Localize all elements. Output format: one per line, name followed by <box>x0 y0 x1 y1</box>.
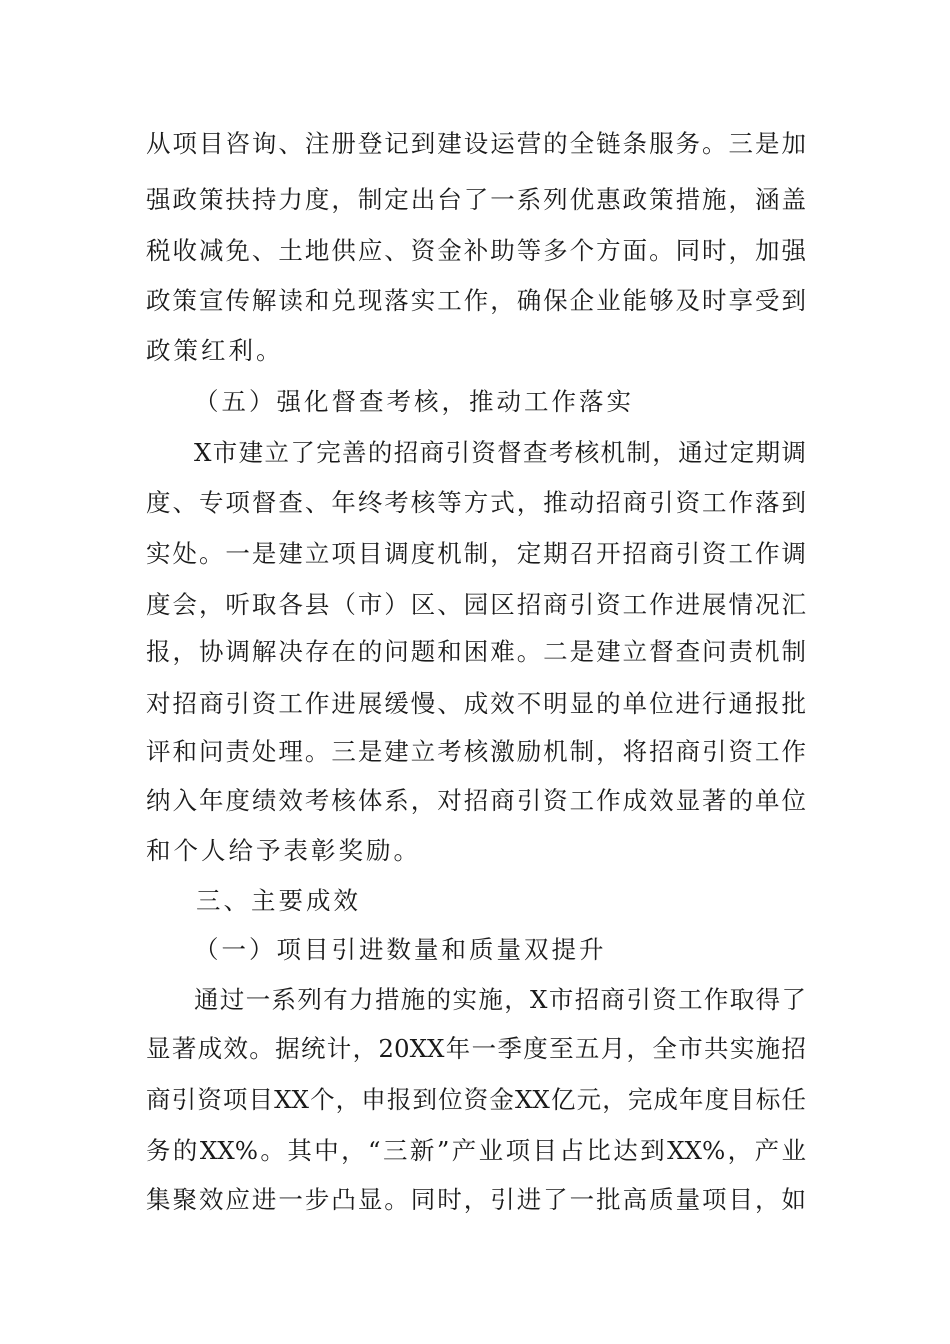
paragraph-line: 显著成效。据统计，20XX年一季度至五月，全市共实施招 <box>146 1034 806 1063</box>
paragraph-line: 税收减免、土地供应、资金补助等多个方面。同时，加强 <box>146 236 806 265</box>
paragraph-line: 务的XX%。其中，“三新”产业项目占比达到XX%，产业 <box>146 1136 806 1165</box>
paragraph-line: 纳入年度绩效考核体系，对招商引资工作成效显著的单位 <box>146 786 806 815</box>
section-heading: （五）强化督查考核，推动工作落实 <box>194 387 634 416</box>
paragraph-line: 政策红利。 <box>146 336 284 365</box>
paragraph-line: 评和问责处理。三是建立考核激励机制，将招商引资工作 <box>146 737 806 766</box>
paragraph-line: 报，协调解决存在的问题和困难。二是建立督查问责机制 <box>146 637 806 666</box>
paragraph-line: 商引资项目XX个，申报到位资金XX亿元，完成年度目标任 <box>146 1085 806 1114</box>
paragraph-line: 强政策扶持力度，制定出台了一系列优惠政策措施，涵盖 <box>146 185 806 214</box>
paragraph-line: 通过一系列有力措施的实施，X市招商引资工作取得了 <box>194 985 806 1014</box>
paragraph-line: 集聚效应进一步凸显。同时，引进了一批高质量项目，如 <box>146 1185 806 1214</box>
paragraph-line: 从项目咨询、注册登记到建设运营的全链条服务。三是加 <box>146 129 806 158</box>
paragraph-line: 实处。一是建立项目调度机制，定期召开招商引资工作调 <box>146 539 806 568</box>
paragraph-line: 度会，听取各县（市）区、园区招商引资工作进展情况汇 <box>146 590 806 619</box>
paragraph-line: X市建立了完善的招商引资督查考核机制，通过定期调 <box>194 438 806 467</box>
paragraph-line: 和个人给予表彰奖励。 <box>146 836 421 865</box>
paragraph-line: 政策宣传解读和兑现落实工作，确保企业能够及时享受到 <box>146 286 806 315</box>
section-heading: （一）项目引进数量和质量双提升 <box>194 935 607 964</box>
paragraph-line: 度、专项督查、年终考核等方式，推动招商引资工作落到 <box>146 488 806 517</box>
chapter-heading: 三、主要成效 <box>196 886 361 915</box>
paragraph-line: 对招商引资工作进展缓慢、成效不明显的单位进行通报批 <box>146 689 806 718</box>
